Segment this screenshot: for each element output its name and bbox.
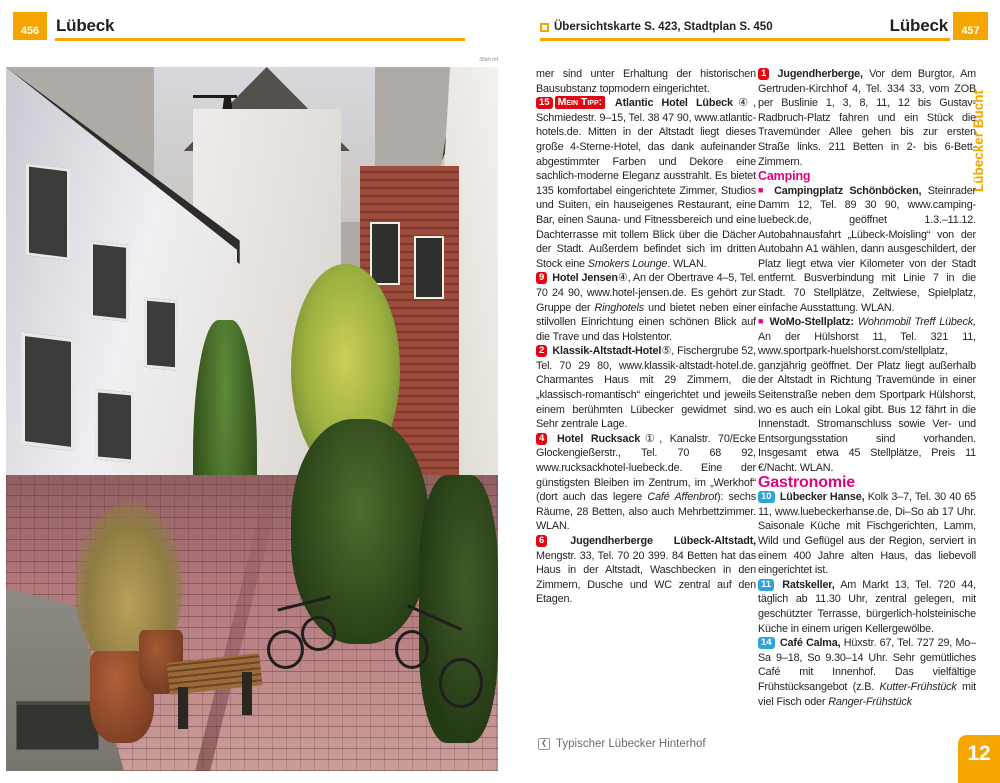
page-number-left: 456 bbox=[13, 12, 47, 40]
courtyard-photo bbox=[6, 67, 498, 771]
photo-window bbox=[95, 389, 134, 463]
page-title-left: Lübeck bbox=[56, 16, 115, 35]
page-title-right: Lübeck bbox=[889, 16, 948, 35]
photo-window bbox=[26, 163, 70, 260]
header-rule-left bbox=[55, 38, 465, 41]
photo-window bbox=[90, 241, 129, 323]
region-side-tab: Lübecker Bucht bbox=[971, 89, 986, 192]
camping-entry-womo-stellplatz: ■ WoMo-Stellplatz: Wohnmobil Treff Lübeck, An der Hülshorst 11, Tel. 321 11, www.sportpark-huelshorst.com/stellplatz, ganzjährig geöffnet. Der Platz liegt außerhalb der Altstadt in Richtung Travemünde in einer Seitenstraße neben dem Sportpark Hülshorst, wo es auch ein Lokal gibt. Bus 12 fährt in die Innenstadt. Stromanschluss sowie Ver- und Entsorgungsstation sind vorhanden. Insgesamt etwa 45 Stellplätze, Preis 11 €/Nacht. WLAN. bbox=[758, 316, 976, 475]
hotel-entry-jensen: 9 Hotel Jensen④, An der Obertrave 4–5, Tel. 70 24 90, www.hotel-jensen.de. Es gehört zur Gruppe der Ringhotels und bietet neben einer stilvollen Einrichtung einen schönen Blick auf die Trave und das Holstentor. bbox=[536, 272, 756, 343]
photo-drain-grate bbox=[16, 701, 100, 750]
restaurant-entry-luebecker-hanse: 10 Lübecker Hanse, Kolk 3–7, Tel. 30 40 65 11, www.luebeckerhanse.de, Di–So ab 17 Uhr. Saisonale Küche mit Fischgerichten, Lamm, Wild und Geflügel aus der Region, serviert in einem 400 Jahre alten Haus, das liebevoll eingerichtet ist. bbox=[758, 491, 976, 577]
hotel-entry-jugendherberge-altstadt: 6 Jugendherberge Lübeck-Altstadt, Mengstr. 33, Tel. 70 20 399. 84 Betten hat das Haus in der Altstadt, Waschbecken in den Zimmern, Dusche und WC zentral auf den Etagen. bbox=[536, 535, 756, 606]
photo-window bbox=[144, 298, 178, 371]
chapter-number-tab: 12 bbox=[958, 735, 1000, 783]
photo-caption-text: Typischer Lübecker Hinterhof bbox=[556, 738, 706, 750]
restaurant-entry-cafe-calma: 14 Café Calma, Hüxstr. 67, Tel. 727 29, Mo–Sa 9–18, So 9.30–14 Uhr. Sehr gemütliches Café mit Innenhof. Das vielfältige Frühstücksangebot (z.B. Kutter-Frühstück mit viel Fisch oder Ranger-Frühstück bbox=[758, 637, 976, 708]
hotel-entry-klassik-altstadt: 2 Klassik-Altstadt-Hotel⑤, Fischergrube 52, Tel. 70 29 80, www.klassik-altstadt-hotel.de. Charmantes Haus mit 29 Zimmern, die „klassisch-romantisch“ eingerichtet und jeweils einem berühmten Lübecker gewidmet sind. Sehr zentrale Lage. bbox=[536, 345, 756, 431]
header-map-note: Übersichtskarte S. 423, Stadtplan S. 450 bbox=[554, 21, 773, 33]
photo-bushes bbox=[291, 419, 429, 644]
hostel-entry-jugendherberge: 1 Jugendherberge, Vor dem Burgtor, Am Gertruden-Kirchhof 4, Tel. 334 33, vom ZOB per Buslinie 1, 3, 8, 11, 12 bis Gustav-Radbruch-Platz fahren und ein Stück die Travemünder Allee gehen bis zur ersten Straße links. 211 Betten in 2- bis 6-Bett-Zimmern. bbox=[758, 68, 976, 168]
right-text-column bbox=[758, 67, 976, 737]
camping-entry-schoenboecken: ■ Campingplatz Schönböcken, Steinrader Damm 12, Tel. 89 30 90, www.camping-luebeck.de, geöffnet 1.3.–11.12. Autobahnausfahrt „Lübeck-Moisling“ von der Autobahn A1 wählen, dann ausgeschildert, der Platz liegt etwa vier Kilometer von der Stadt entfernt. Busverbindung mit Linie 7 in die Stadt. 70 Stellplätze, Zeltwiese, Spielplatz, einfache Ausstattung. WLAN. bbox=[758, 184, 976, 314]
photo-bicycle-wheel bbox=[439, 658, 483, 707]
hotel-text-continuation: mer sind unter Erhaltung der historischen Bausubstanz topmodern eingerichtet. bbox=[536, 68, 756, 95]
photo-window bbox=[370, 222, 400, 285]
photo-bay-window bbox=[21, 331, 75, 450]
hotel-entry-rucksack: 4 Hotel Rucksack①, Kanalstr. 70/Ecke Glockengießerstr., Tel. 70 68 92, www.rucksackhotel-luebeck.de. Eine der günstigsten Bleiben im Zentrum, im „Werkhof“ (dort auch das legere Café Affenbrot): sechs Räume, 28 Betten, also auch Mehrbettzimmer. WLAN. bbox=[536, 432, 756, 533]
photo-credit: 30lch mf bbox=[479, 57, 498, 63]
photo-bench-leg bbox=[242, 672, 252, 714]
photo-bicycle-wheel bbox=[395, 630, 429, 669]
header-rule-right bbox=[540, 38, 950, 41]
photo-bench-leg bbox=[178, 687, 188, 729]
gastronomie-heading: Gastronomie bbox=[758, 473, 856, 491]
restaurant-entry-ratskeller: 11 Ratskeller, Am Markt 13, Tel. 720 44, täglich ab 11.30 Uhr, zentral gelegen, mit geschützter Terrasse, bürgerlich-holsteinische Küche in einem urigen Kellergewölbe. bbox=[758, 578, 976, 635]
photo-window bbox=[414, 236, 444, 299]
photo-bicycle-wheel bbox=[267, 630, 304, 669]
camping-heading: Camping bbox=[758, 169, 811, 184]
photo-caption bbox=[538, 738, 758, 750]
photo-bicycle-wheel bbox=[301, 616, 335, 651]
page-number-right: 457 bbox=[953, 12, 988, 40]
middle-text-column bbox=[536, 67, 756, 737]
caption-arrow-icon: ❮ bbox=[538, 738, 550, 750]
hotel-entry-atlantic: 15 Mein Tipp: Atlantic Hotel Lübeck④, Schmiedestr. 9–15, Tel. 38 47 90, www.atlantic-hotels.de. Mitten in der Altstadt liegt dieses große 4-Sterne-Hotel, das dank aufeinander abgestimmter Farben und Dekore eine sachlich-moderne Eleganz ausstrahlt. Es bietet 135 komfortabel eingerichtete Zimmer, Studios und Suiten, ein hauseigenes Restaurant, eine Bar, einen Sauna- und Fitnessbereich und eine Dachterrasse mit tollem Blick über die Dächer der Stadt. Außerdem befindet sich im dritten Stock eine Smokers Lounge. WLAN. bbox=[536, 96, 756, 270]
